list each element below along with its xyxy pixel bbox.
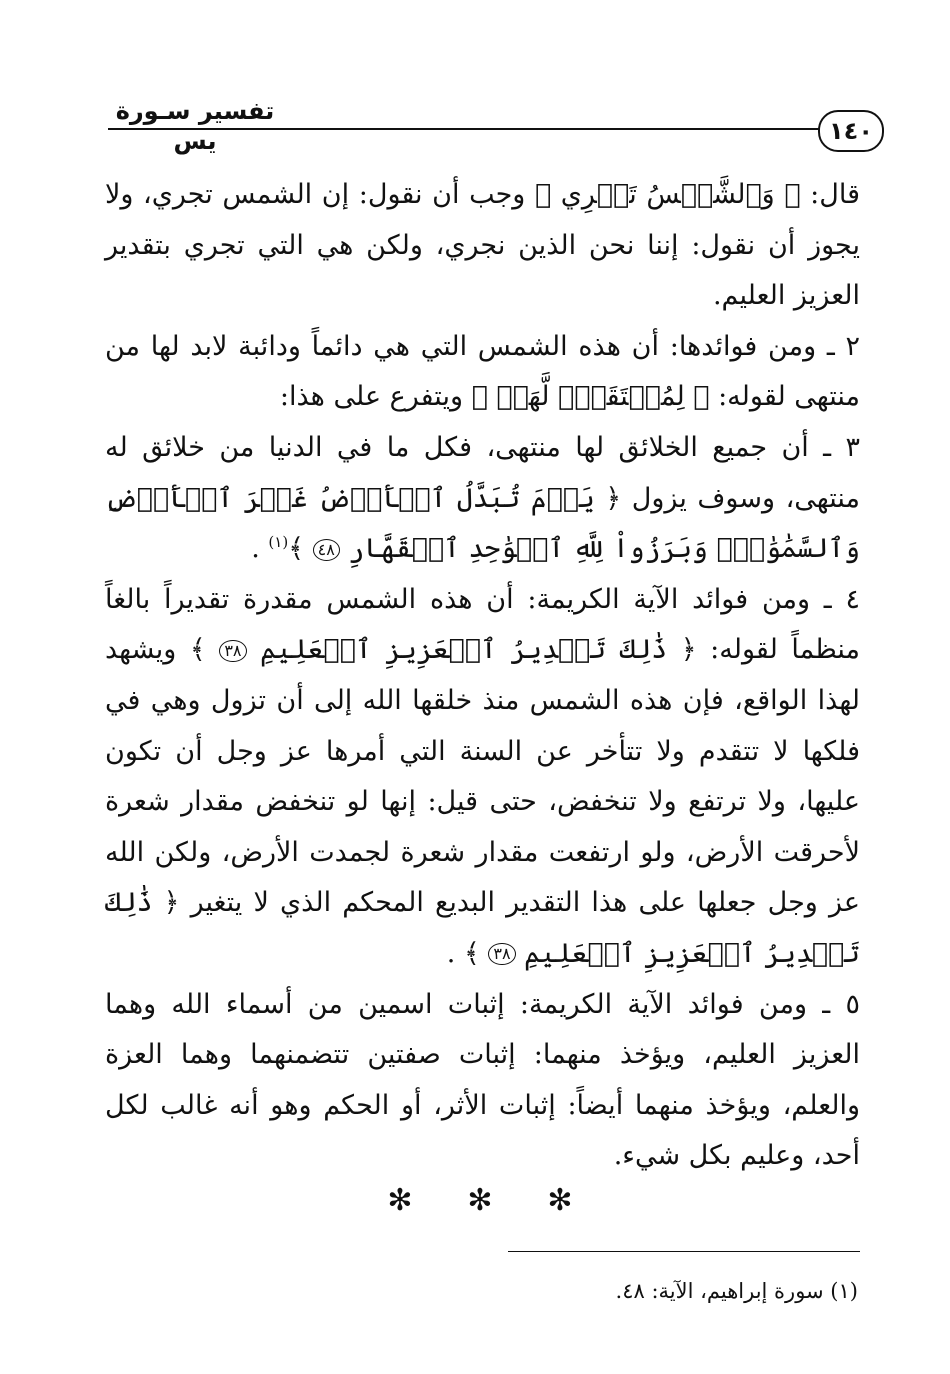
paragraph-4 <box>105 575 860 980</box>
paragraph-1-text: وجب أن نقول: إن الشمس تجري، ولا يجوز أن نقول: إننا نحن الذين نجري، ولكن هي التي تجري بتقدير العزيز العليم. <box>105 179 860 312</box>
page-number-badge <box>818 110 884 152</box>
paragraph-1 <box>105 170 860 322</box>
quran-verse: ﴿ لِمُسۡتَقَرّٖ لَّهَاۚ ﴾ <box>471 381 710 413</box>
asterisk-icon: ✻ <box>547 1182 573 1218</box>
quran-verse: ﴿ ذَٰلِكَ تَقۡدِيرُ ٱلۡعَزِيزِ ٱلۡعَلِيمِ <box>105 887 860 969</box>
quran-verse-close: ﴾ <box>189 634 220 666</box>
paragraph-2 <box>105 322 860 423</box>
footnote: (١) سورة إبراهيم، الآية: ٤٨. <box>615 1279 858 1303</box>
ayah-number-marker: ٣٨ <box>219 640 246 662</box>
ayah-number-marker: ٣٨ <box>488 943 515 965</box>
paragraph-4-tail: . <box>446 937 464 969</box>
asterisk-icon: ✻ <box>467 1182 493 1218</box>
quran-verse: ﴿ وَٱلشَّمۡسُ تَجۡرِي ﴾ <box>534 179 801 210</box>
paragraph-5 <box>105 980 860 1182</box>
section-divider <box>380 1180 580 1220</box>
paragraph-3-text: ٣ ـ أن جميع الخلائق لها منتهى، فكل ما في الدنيا من خلائق له منتهى، وسوف يزول <box>105 431 860 514</box>
running-title: تفسير سـورة يس <box>115 97 275 155</box>
paragraph-5-text: ٥ ـ ومن فوائد الآية الكريمة: إثبات اسمين من أسماء الله وهما العزيز العليم، ويؤخذ منهما: إثبات صفتين تتضمنهما وهما العزة والعلم، ويؤخذ منهما أيضاً: إثبات الأثر، أو الحكم وهو أنه غالب لكل أحد، وعليم بكل شيء. <box>105 988 860 1172</box>
footnote-reference[interactable]: (١) <box>268 533 289 552</box>
quran-verse-close: ﴾ <box>463 937 489 969</box>
paragraph-1-intro: قال: <box>800 179 860 210</box>
paragraph-4-text: ٤ ـ ومن فوائد الآية الكريمة: أن هذه الشمس مقدرة تقديراً بالغاً منظماً لقوله: <box>105 583 861 666</box>
quran-verse: ﴿ ذَٰلِكَ تَقۡدِيرُ ٱلۡعَزِيزِ ٱلۡعَلِيمِ <box>260 634 697 666</box>
ayah-number-marker: ٤٨ <box>313 539 340 561</box>
paragraph-3-tail: . <box>251 533 269 565</box>
paragraph-2-text: ٢ ـ ومن فوائدها: أن هذه الشمس التي هي دائماً ودائبة لابد لها من منتهى لقوله: <box>105 330 860 413</box>
footnote-rule <box>508 1251 860 1252</box>
quran-verse: ﴿ يَوۡمَ تُبَدَّلُ ٱلۡأَرۡضُ غَيۡرَ ٱلۡأَرۡضِ وَٱلسَّمَٰوَٰتُۖ وَبَرَزُواْ لِلَّهِ ٱلۡوَٰحِدِ ٱلۡقَهَّارِ <box>105 482 860 565</box>
page-number: ١٤٠ <box>829 117 873 145</box>
quran-verse-close: ﴾ <box>288 533 313 565</box>
paragraph-2-tail: ويتفرع على هذا: <box>279 381 472 413</box>
header-rule <box>108 128 828 130</box>
main-text <box>105 170 860 1182</box>
paragraph-3 <box>105 423 860 575</box>
asterisk-icon: ✻ <box>387 1182 413 1218</box>
paragraph-4-middle: ويشهد لهذا الواقع، فإن هذه الشمس منذ خلقها الله إلى أن تزول وهي في فلكها لا تتقدم ولا تتأخر عن السنة التي أمرها عز وجل أن تكون عليها، ولا ترتفع ولا تنخفض، حتى قيل: إنها لو تنخفض مقدار شعرة لأحرقت الأرض، ولو ارتفعت مقدار شعرة لجمدت الأرض، ولكن الله عز وجل جعلها على هذا التقدير البديع المحكم الذي لا يتغير <box>105 634 860 919</box>
